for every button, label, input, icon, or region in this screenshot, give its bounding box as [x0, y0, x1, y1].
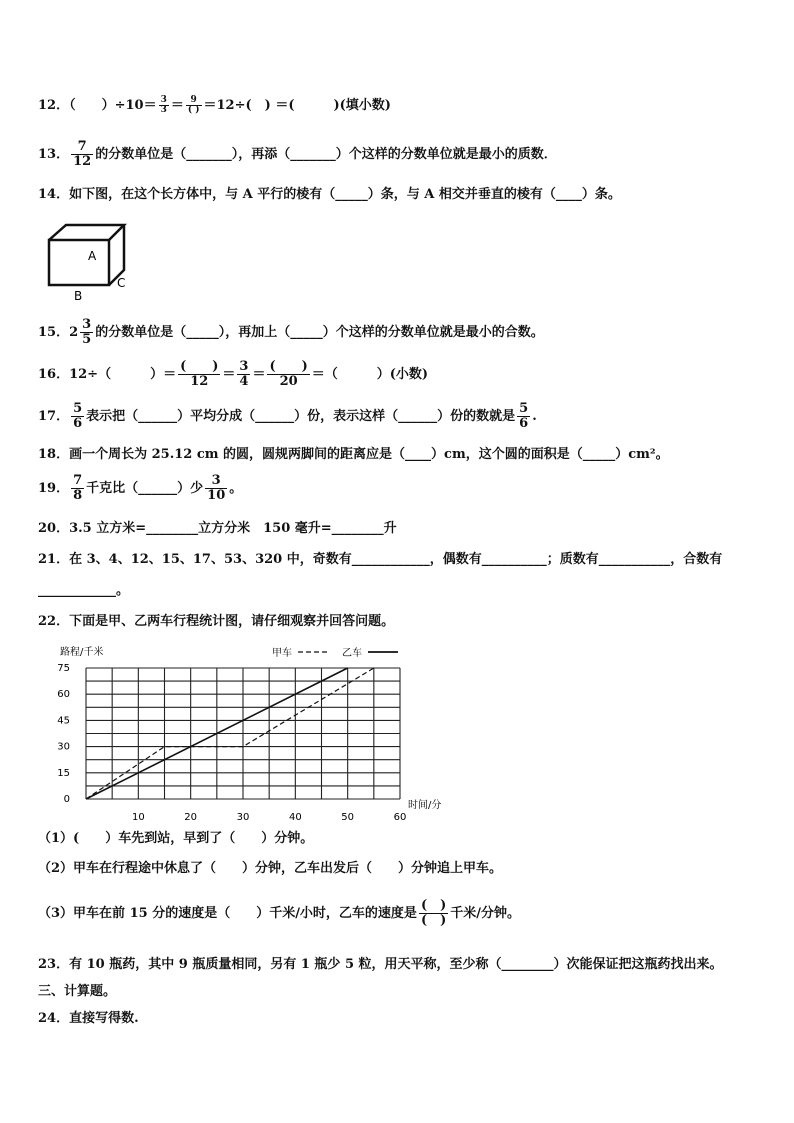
- q12-fraction-1: $\frac{3}{3}$: [160, 95, 167, 115]
- legend-label: 甲车: [272, 648, 292, 659]
- cuboid-front-face: [49, 240, 109, 285]
- question-22-1: （1）( ）车先到站，早到了（ ）分钟。: [38, 831, 314, 846]
- question-23: 23．有 10 瓶药，其中 9 瓶质量相同，另有 1 瓶少 5 粒，用天平称，至少称（________）次能保证把这瓶药找出来。: [38, 957, 723, 972]
- question-22-2: （2）甲车在行程途中休息了（ ）分钟，乙车出发后（ ）分钟追上甲车。: [38, 861, 503, 876]
- q17-fraction-2: $\frac{5}{6}$: [519, 401, 529, 431]
- question-16: 16．12÷（ ）＝ $\frac{( )}{12}$ ＝ $\frac{3}{4}$ ＝ $\frac{( )}{20}$ ＝（ ）(小数): [38, 359, 429, 389]
- question-14: 14．如下图，在这个长方体中，与 A 平行的棱有（_____）条，与 A 相交并垂直的棱有（____）条。: [38, 187, 621, 202]
- question-22-3: （3）甲车在前 15 分的速度是（ ）千米/小时，乙车的速度是 $\frac{( )}{( )}$ 千米/分钟。: [38, 898, 520, 928]
- y-tick-label: 30: [57, 741, 70, 753]
- q12-part1: 12．（ ）÷10＝: [38, 98, 157, 113]
- q16-fraction-2: $\frac{3}{4}$: [239, 359, 249, 389]
- x-tick-label: 40: [288, 812, 302, 823]
- q22-3-fraction: $\frac{( )}{( )}$: [420, 898, 447, 928]
- q12-part2: ＝12÷( ) ＝( )(填小数): [203, 98, 391, 113]
- question-17: 17． $\frac{5}{6}$ 表示把（______）平均分成（______）份，表示这样（______）份的数就是 $\frac{5}{6}$ .: [38, 401, 537, 431]
- travel-chart-svg: [40, 642, 470, 828]
- x-tick-label: 20: [184, 812, 198, 823]
- y-tick-label: 0: [63, 794, 70, 805]
- x-tick-label: 30: [236, 812, 250, 823]
- question-13: 13． $\frac{7}{12}$ 的分数单位是（_______），再添（_______）个这样的分数单位就是最小的质数．: [38, 139, 557, 169]
- chart-ylabel: 路程/千米: [60, 647, 104, 658]
- q12-fraction-2: $\frac{9}{( )}$: [187, 95, 200, 115]
- label-c: C: [117, 276, 126, 290]
- q13-fraction: $\frac{7}{12}$: [73, 139, 92, 169]
- label-a: A: [88, 249, 97, 263]
- legend-label: 乙车: [342, 648, 362, 659]
- question-20: 20．3.5 立方米=________立方分米 150 毫升=________升: [38, 521, 397, 536]
- q16-fraction-3: $\frac{( )}{20}$: [269, 359, 308, 389]
- cuboid-top-face: [49, 225, 124, 240]
- q16-fraction-1: $\frac{( )}{12}$: [180, 359, 219, 389]
- x-tick-label: 60: [393, 812, 407, 823]
- question-19: 19． $\frac{7}{8}$ 千克比（______）少 $\frac{3}{10}$ 。: [38, 473, 243, 503]
- y-tick-label: 15: [57, 767, 70, 779]
- q15-fraction: $\frac{3}{5}$: [82, 317, 92, 347]
- q17-fraction-1: $\frac{5}{6}$: [73, 401, 83, 431]
- question-21-line2: ____________。: [38, 583, 130, 598]
- question-15: 15．2 $\frac{3}{5}$ 的分数单位是（_____），再加上（_____）个这样的分数单位就是最小的合数。: [38, 317, 544, 347]
- x-tick-label: 50: [341, 812, 355, 823]
- x-tick-label: 10: [131, 812, 145, 823]
- cuboid-figure: [44, 222, 144, 308]
- q19-fraction-1: $\frac{7}{8}$: [73, 473, 83, 503]
- question-22: 22．下面是甲、乙两车行程统计图，请仔细观察并回答问题。: [38, 614, 395, 629]
- section-3-heading: 三、计算题。: [38, 984, 117, 999]
- chart-xlabel: 时间/分: [408, 800, 442, 811]
- y-tick-label: 60: [57, 689, 70, 701]
- chart-grid: [86, 668, 400, 799]
- question-21-line1: 21．在 3、4、12、15、17、53、320 中，奇数有____________，偶数有__________；质数有___________，合数有: [38, 552, 723, 567]
- label-b: B: [74, 289, 83, 303]
- y-tick-label: 45: [57, 715, 70, 727]
- question-24: 24．直接写得数.: [38, 1011, 139, 1026]
- question-18: 18．画一个周长为 25.12 cm 的圆，圆规两脚间的距离应是（____）cm，这个圆的面积是（_____）cm²。: [38, 447, 669, 462]
- q19-fraction-2: $\frac{3}{10}$: [207, 473, 226, 503]
- chart-legend: [272, 647, 398, 659]
- travel-chart: [40, 642, 470, 832]
- question-12: 12．（ ）÷10＝ $\frac{3}{3}$ ＝ $\frac{9}{( )}$ ＝12÷( ) ＝( )(填小数): [38, 95, 391, 115]
- y-tick-label: 75: [57, 663, 70, 674]
